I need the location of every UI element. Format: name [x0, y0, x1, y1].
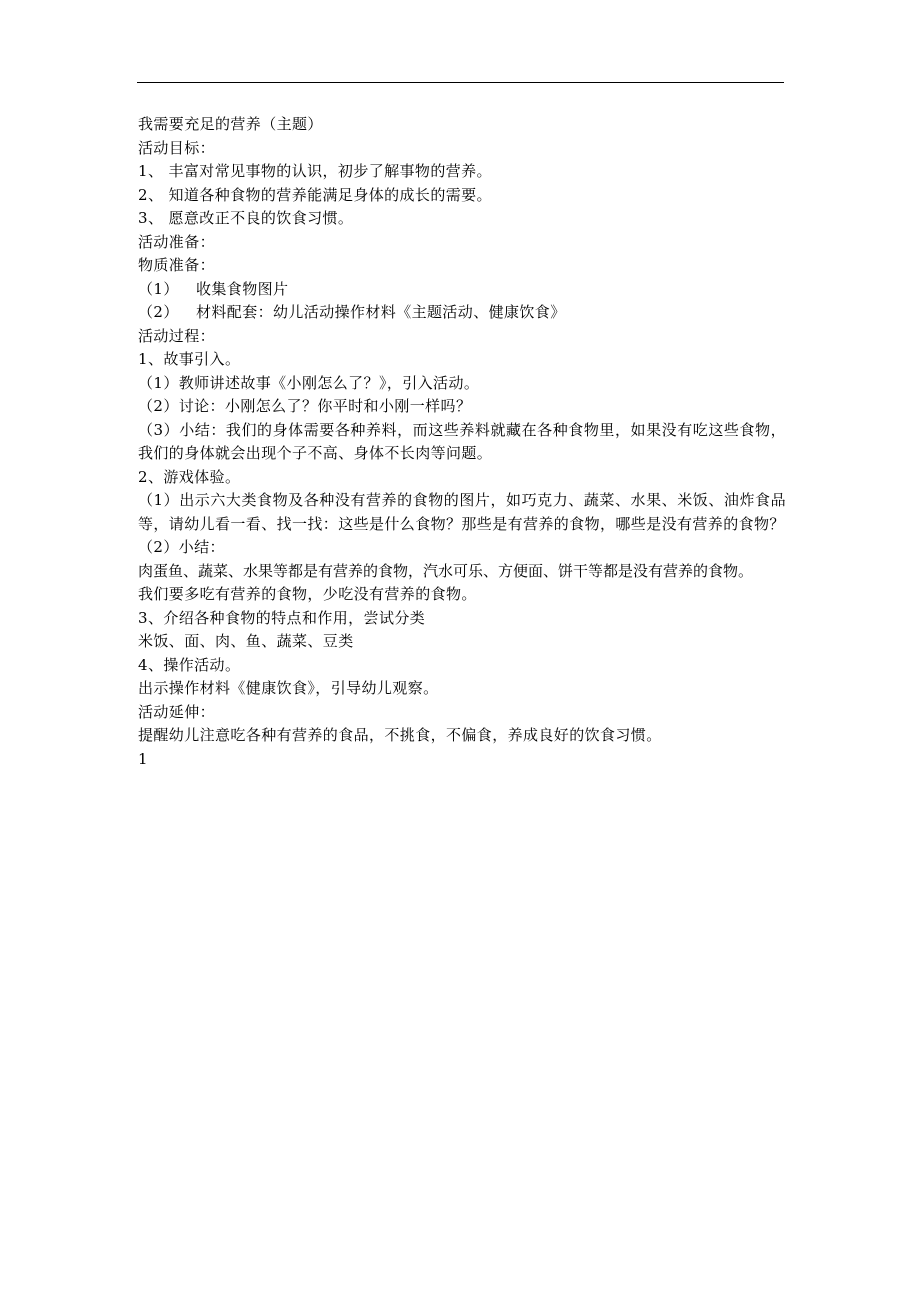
material-text: 收集食物图片: [196, 279, 289, 298]
prep-heading: 活动准备：: [138, 232, 216, 251]
goal-item: 1、 丰富对常见事物的认识，初步了解事物的营养。: [138, 162, 492, 180]
material-number: （1）: [138, 279, 179, 298]
extension-heading: 活动延伸：: [138, 702, 216, 721]
goal-item: 3、 愿意改正不良的饮食习惯。: [138, 209, 354, 227]
goals-heading: 活动目标：: [138, 138, 216, 157]
step-item: （2）讨论：小刚怎么了？你平时和小刚一样吗？: [138, 397, 472, 415]
header-rule: [137, 82, 784, 83]
summary-text: 肉蛋鱼、蔬菜、水果等都是有营养的食物，汽水可乐、方便面、饼干等都是没有营养的食物。: [138, 561, 754, 580]
document-title: 我需要充足的营养（主题）: [138, 115, 323, 133]
material-item: [138, 278, 786, 302]
material-item: [138, 301, 786, 325]
step-heading: 4、操作活动。: [138, 655, 241, 674]
step-item: （1）出示六大类食物及各种没有营养的食物的图片，如巧克力、蔬菜、水果、米饭、油炸食品等，请幼儿看一看、找一找：这些是什么食物？那些是有营养的食物，哪些是没有营养的食物？: [138, 491, 786, 533]
step-heading: 1、故事引入。: [138, 350, 241, 368]
material-number: （2）: [138, 303, 179, 321]
goal-item: 2、 知道各种食物的营养能满足身体的成长的需要。: [138, 185, 492, 204]
step-item: （1）教师讲述故事《小刚怎么了？》，引入活动。: [138, 373, 480, 392]
extension-text: 提醒幼儿注意吃各种有营养的食品，不挑食，不偏食，养成良好的饮食习惯。: [138, 726, 662, 744]
summary-text: 我们要多吃有营养的食物，少吃没有营养的食物。: [138, 585, 477, 603]
document-body: [138, 113, 786, 771]
page-number: 1: [138, 749, 148, 768]
step-item: （2）小结：: [138, 538, 225, 556]
step-text: 米饭、面、肉、鱼、蔬菜、豆类: [138, 632, 354, 650]
step-text: 出示操作材料《健康饮食》，引导幼儿观察。: [138, 679, 439, 697]
material-heading: 物质准备：: [138, 256, 216, 274]
step-heading: 3、介绍各种食物的特点和作用，尝试分类: [138, 608, 426, 627]
step-heading: 2、游戏体验。: [138, 467, 241, 486]
material-text: 材料配套：幼儿活动操作材料《主题活动、健康饮食》: [196, 303, 566, 321]
process-heading: 活动过程：: [138, 326, 216, 345]
step-item: （3）小结：我们的身体需要各种养料，而这些养料就藏在各种食物里，如果没有吃这些食物，我们的身体就会出现个子不高、身体不长肉等问题。: [138, 420, 786, 462]
